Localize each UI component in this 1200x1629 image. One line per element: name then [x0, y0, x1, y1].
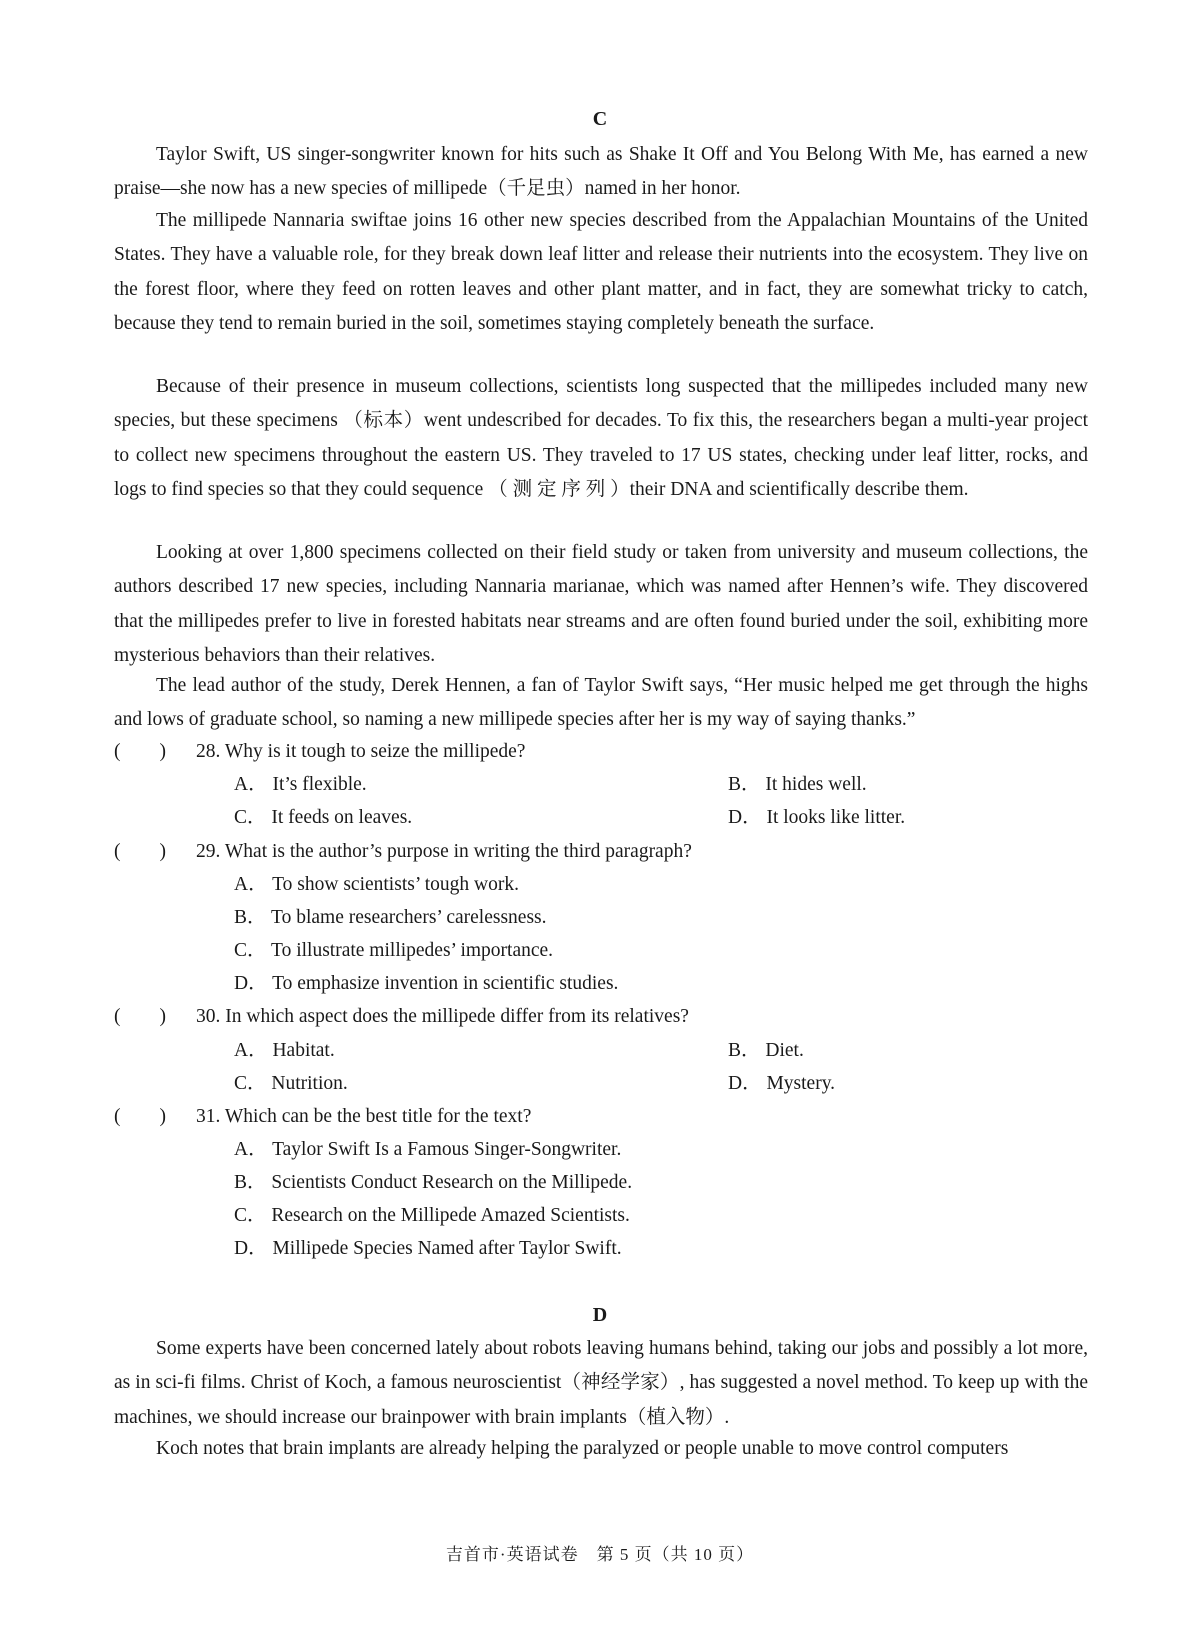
option-c: C． Nutrition. [234, 1073, 348, 1094]
section-c-paragraph-4: Looking at over 1,800 specimens collected on their field study or taken from university and museum collections, the authors described 17 new species, including Nannaria marianae, which was named after Hennen’s wife. They discovered that the millipedes prefer to live in forested habitats near streams and are often found buried under the soil, exhibiting more mysterious behaviors than their relatives. [114, 542, 1088, 667]
question-31 [114, 1100, 531, 1134]
answer-blank[interactable]: ( ) [114, 1106, 166, 1127]
option-c: C． Research on the Millipede Amazed Scientists. [234, 1205, 630, 1226]
option-a: A． Taylor Swift Is a Famous Singer-Songwriter. [234, 1139, 622, 1160]
section-d-paragraph-1: Some experts have been concerned lately about robots leaving humans behind, taking our jobs and possibly a lot more, as in sci-fi films. Christ of Koch, a famous neuroscientist（神经学家）, has suggested a novel method. To keep up with the machines, we should increase our brainpower with brain implants（植入物）. [114, 1338, 1088, 1428]
option-a: A． Habitat. [234, 1040, 335, 1061]
section-c-paragraph-5: The lead author of the study, Derek Hennen, a fan of Taylor Swift says, “Her music helped me get through the highs and lows of graduate school, so naming a new millipede species after her is my way of saying thanks.” [114, 675, 1088, 731]
option-a: A． To show scientists’ tough work. [234, 874, 519, 895]
question-30 [114, 1000, 689, 1034]
option-a: A． It’s flexible. [234, 774, 367, 795]
option-d: D． It looks like litter. [728, 807, 906, 828]
section-d-title: D [592, 1304, 608, 1326]
question-28 [114, 735, 525, 769]
option-b: B． Scientists Conduct Research on the Millipede. [234, 1172, 633, 1193]
answer-blank[interactable]: ( ) [114, 741, 166, 762]
section-c-title: C [592, 108, 608, 130]
section-c-paragraph-1: Taylor Swift, US singer-songwriter known for hits such as Shake It Off and You Belong With Me, has earned a new praise—she now has a new species of millipede（千足虫）named in her honor. [114, 144, 1088, 200]
question-29 [114, 835, 692, 869]
question-text: 31. Which can be the best title for the text? [196, 1106, 532, 1127]
section-c-paragraph-2: The millipede Nannaria swiftae joins 16 other new species described from the Appalachian Mountains of the United States. They have a valuable role, for they break down leaf litter and release their nutrients into the ecosystem. They live on the forest floor, where they feed on rotten leaves and other plant matter, and in fact, they are somewhat tricky to catch, because they tend to remain buried in the soil, sometimes staying completely beneath the surface. [114, 210, 1088, 335]
option-b: B． Diet. [728, 1040, 804, 1061]
option-b: B． It hides well. [728, 774, 867, 795]
option-d: D． Mystery. [728, 1073, 836, 1094]
answer-blank[interactable]: ( ) [114, 841, 166, 862]
option-b: B． To blame researchers’ carelessness. [234, 907, 547, 928]
section-d-paragraph-2: Koch notes that brain implants are already helping the paralyzed or people unable to move control computers [156, 1438, 1009, 1459]
answer-blank[interactable]: ( ) [114, 1006, 166, 1027]
question-text: 28. Why is it tough to seize the millipede? [196, 741, 526, 762]
option-d: D． Millipede Species Named after Taylor Swift. [234, 1238, 622, 1259]
option-d: D． To emphasize invention in scientific studies. [234, 973, 619, 994]
question-text: 29. What is the author’s purpose in writing the third paragraph? [196, 841, 692, 862]
option-c: C． It feeds on leaves. [234, 807, 413, 828]
page-footer: 吉首市·英语试卷 第 5 页（共 10 页） [445, 1545, 755, 1564]
option-c: C． To illustrate millipedes’ importance. [234, 940, 554, 961]
section-c-paragraph-3: Because of their presence in museum collections, scientists long suspected that the millipedes included many new species, but these specimens （标本）went undescribed for decades. To fix this, the researchers began a multi-year project to collect new specimens throughout the eastern US. They traveled to 17 US states, checking under leaf litter, rocks, and logs to find species so that they could sequence （ 测 定 序 列 ）their DNA and scientifically describe them. [114, 376, 1088, 501]
question-text: 30. In which aspect does the millipede differ from its relatives? [196, 1006, 689, 1027]
